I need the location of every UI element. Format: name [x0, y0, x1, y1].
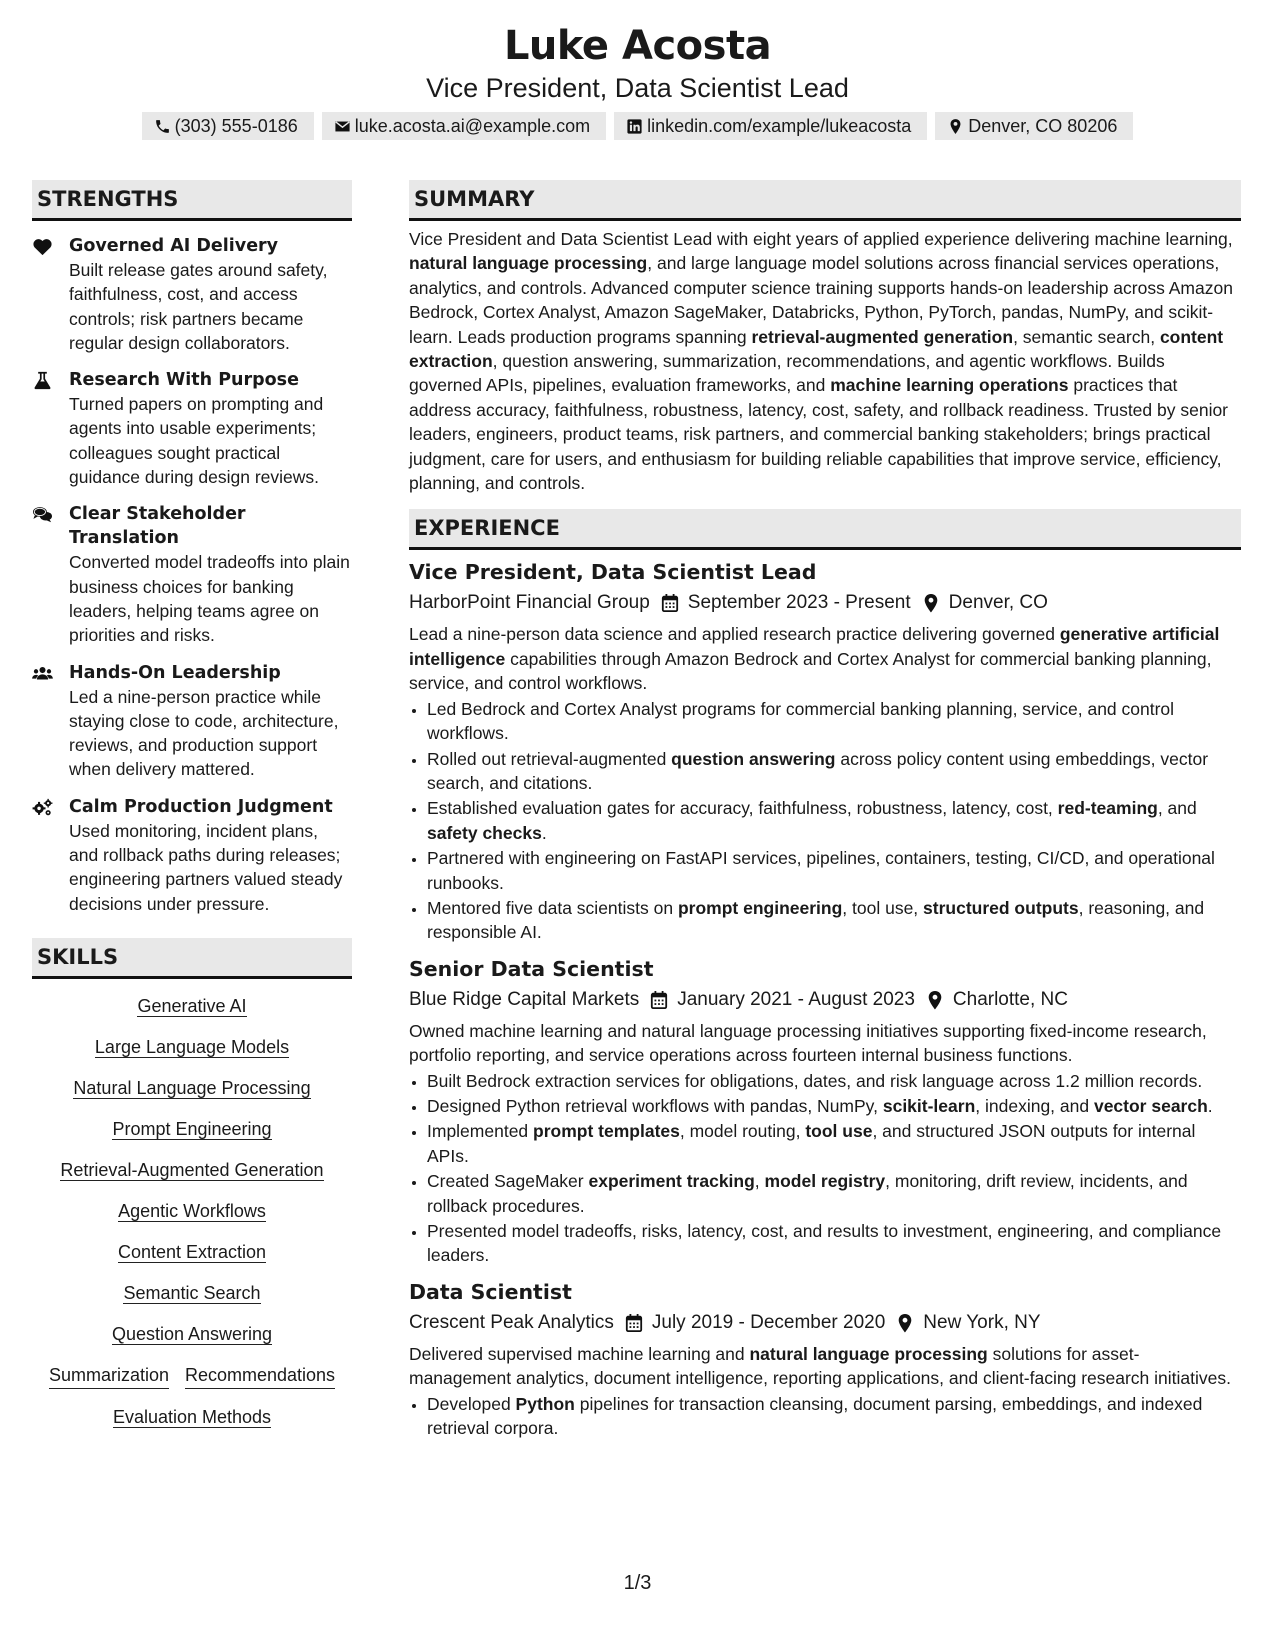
strength-title: Governed AI Delivery — [69, 236, 279, 256]
location-icon — [915, 990, 953, 1010]
body-text: Designed Python retrieval workflows with pandas, NumPy, — [427, 1095, 883, 1116]
job-bullets — [409, 1069, 1241, 1268]
company-name: HarborPoint Financial Group — [409, 592, 650, 614]
bullet-item — [427, 1069, 1241, 1093]
body-text: , semantic search, — [1013, 326, 1160, 347]
bullet-item — [427, 1169, 1241, 1218]
emphasis-text: machine learning operations — [830, 375, 1069, 396]
body-text: , — [754, 1171, 765, 1192]
body-text: . — [1207, 1095, 1213, 1116]
calendar-icon — [639, 990, 677, 1010]
bullet-item — [427, 697, 1241, 746]
flask-icon — [32, 368, 69, 489]
body-text: , tool use, — [842, 897, 924, 918]
emphasis-text: prompt engineering — [677, 897, 843, 918]
body-text: Vice President and Data Scientist Lead with eight years of applied experience delivering machine learning, — [409, 229, 1233, 249]
emphasis-text: generative artificial intelligence — [409, 624, 1220, 669]
job-location: Charlotte, NC — [952, 988, 1069, 1010]
bullet-item — [427, 1094, 1241, 1118]
page-number: 1/3 — [623, 1572, 652, 1594]
job-title: Senior Data Scientist — [409, 956, 654, 981]
emphasis-text: retrieval-augmented generation — [751, 326, 1014, 347]
job-bullets — [409, 697, 1241, 945]
company-name: Blue Ridge Capital Markets — [409, 988, 640, 1010]
body-text: pipelines for transaction cleansing, document parsing, embeddings, and indexed retrieval corpora. — [427, 1393, 1203, 1439]
strengths-heading: STRENGTHS — [32, 180, 352, 221]
job-dates: January 2021 - August 2023 — [677, 988, 915, 1010]
emphasis-text: question answering — [671, 748, 836, 769]
left-column — [32, 180, 352, 1430]
bullet-item — [427, 796, 1241, 845]
body-text: , and — [1157, 798, 1197, 819]
skill-tag: Semantic Search — [123, 1282, 261, 1303]
emphasis-text: scikit-learn — [882, 1095, 976, 1116]
job-entry — [409, 558, 1241, 944]
job-title: Data Scientist — [409, 1279, 572, 1304]
strength-title: Research With Purpose — [69, 370, 299, 391]
emphasis-text: vector search — [1093, 1095, 1208, 1116]
skill-tag: Question Answering — [111, 1323, 273, 1344]
email-icon — [334, 118, 351, 135]
candidate-title: Vice President, Data Scientist Lead — [426, 73, 849, 103]
bullet-item — [427, 1119, 1241, 1168]
bullet-item — [427, 1219, 1241, 1268]
body-text: Implemented — [427, 1121, 534, 1142]
body-text: . — [541, 822, 547, 843]
emphasis-text: Python — [515, 1393, 575, 1414]
strength-desc: Led a nine-person practice while staying close to code, architecture, reviews, and production support when delivery mattered. — [69, 686, 339, 780]
skills-list — [32, 993, 352, 1430]
candidate-name: Luke Acosta — [503, 23, 772, 69]
strength-item — [32, 502, 352, 647]
bullet-item — [427, 846, 1241, 895]
body-text: practices that address accuracy, faithfulness, robustness, latency, cost, safety, and rollback readiness. Trusted by senior leaders, engineers, product teams, risk partners, and commercial banking stakeholders; brings practical judgment, care for users, and enthusiasm for building reliable capabilities that improve service, efficiency, planning, and controls. — [409, 375, 1229, 494]
strength-item — [32, 795, 352, 916]
body-text: Partnered with engineering on FastAPI services, pipelines, containers, testing, CI/CD, and operational runbooks. — [427, 848, 1215, 893]
contact-linkedin[interactable] — [614, 112, 927, 140]
skill-tag: Retrieval-Augmented Generation — [60, 1159, 324, 1180]
body-text: across policy content using embeddings, vector search, and citations. — [427, 748, 1209, 793]
body-text: , indexing, and — [975, 1095, 1094, 1116]
body-text: , monitoring, drift review, incidents, and rollback procedures. — [427, 1171, 1188, 1216]
location-icon — [885, 1313, 923, 1333]
job-dates: September 2023 - Present — [687, 592, 911, 614]
strength-desc: Turned papers on prompting and agents into usable experiments; colleagues sought practical guidance during design reviews. — [69, 394, 324, 488]
emphasis-text: model registry — [764, 1171, 886, 1192]
comments-icon — [32, 502, 69, 647]
emphasis-text: prompt templates — [533, 1121, 680, 1142]
job-entry — [409, 955, 1241, 1268]
body-text: , and structured JSON outputs for internal APIs. — [427, 1121, 1196, 1166]
body-text: Developed — [427, 1393, 516, 1414]
job-title: Vice President, Data Scientist Lead — [409, 560, 817, 585]
body-text: solutions for asset-management analytics, document intelligence, reporting applications, and client-facing research initiatives. — [409, 1343, 1231, 1389]
linkedin-text: linkedin.com/example/lukeacosta — [647, 116, 912, 136]
strength-desc: Converted model tradeoffs into plain business choices for banking leaders, helping teams agree on priorities and risks. — [69, 552, 350, 646]
emphasis-text: natural language processing — [409, 253, 648, 274]
skills-heading: SKILLS — [32, 938, 352, 979]
summary-heading: SUMMARY — [409, 180, 1241, 221]
email-text: luke.acosta.ai@example.com — [354, 116, 591, 136]
job-location: New York, NY — [923, 1311, 1041, 1333]
body-text: Created SageMaker — [427, 1171, 589, 1192]
linkedin-icon — [626, 118, 643, 135]
skill-tag: Agentic Workflows — [118, 1200, 266, 1221]
bullet-item — [427, 896, 1241, 945]
contact-bar — [0, 112, 1275, 140]
contact-email[interactable] — [322, 112, 606, 140]
strength-item — [32, 661, 352, 782]
job-description — [409, 1019, 1241, 1068]
strength-desc: Built release gates around safety, faithfulness, cost, and access controls; risk partners became regular design collaborators. — [69, 260, 328, 353]
summary-text — [409, 227, 1241, 495]
skill-tag: Prompt Engineering — [112, 1118, 272, 1139]
job-bullets — [409, 1392, 1241, 1441]
contact-phone[interactable] — [142, 112, 314, 140]
body-text: Owned machine learning and natural language processing initiatives supporting fixed-income research, portfolio reporting, and service operations across fourteen internal business functions. — [409, 1020, 1207, 1066]
strength-desc: Used monitoring, incident plans, and rollback paths during releases; engineering partners valued steady decisions under pressure. — [69, 820, 343, 914]
location-icon — [911, 593, 949, 613]
strength-title: Clear Stakeholder Translation — [69, 504, 246, 549]
experience-heading: EXPERIENCE — [409, 509, 1241, 550]
calendar-icon — [614, 1313, 652, 1333]
resume-header — [0, 22, 1275, 140]
strength-title: Hands-On Leadership — [69, 662, 281, 683]
phone-text: (303) 555-0186 — [174, 116, 298, 136]
strength-title: Calm Production Judgment — [69, 796, 333, 817]
job-description — [409, 622, 1241, 695]
strength-item — [32, 368, 352, 489]
emphasis-text: red-teaming — [1057, 798, 1158, 819]
skill-tag: Recommendations — [185, 1362, 335, 1389]
skill-tag: Content Extraction — [117, 1241, 267, 1262]
users-icon — [32, 661, 69, 782]
emphasis-text: experiment tracking — [588, 1171, 755, 1192]
bullet-item — [427, 747, 1241, 796]
heart-icon — [32, 234, 69, 355]
emphasis-text: structured outputs — [923, 897, 1079, 918]
emphasis-text: content extraction — [409, 326, 1224, 372]
body-text: Built Bedrock extraction services for obligations, dates, and risk language across 1.2 million records. — [427, 1070, 1203, 1091]
strength-item — [32, 234, 352, 355]
right-column — [409, 180, 1241, 1440]
job-description — [409, 1342, 1241, 1391]
job-meta — [409, 588, 1241, 618]
contact-location — [935, 112, 1133, 140]
body-text: , and large language model solutions across financial services operations, analytics, and controls. Advanced computer science training supports hands-on leadership across Amazon Bedrock, Cortex Analyst, Amazon SageMaker, Databricks, Python, PyTorch, pandas, NumPy, and scikit-learn. Leads production programs spanning — [409, 253, 1233, 347]
body-text: Mentored five data scientists on — [427, 897, 678, 918]
body-text: , reasoning, and responsible AI. — [427, 897, 1205, 943]
job-meta — [409, 1308, 1241, 1338]
body-text: Presented model tradeoffs, risks, latency, cost, and results to investment, engineering, and compliance leaders. — [427, 1221, 1222, 1266]
phone-icon — [154, 118, 171, 135]
body-text: Lead a nine-person data science and applied research practice delivering governed — [409, 624, 1060, 645]
body-text: capabilities through Amazon Bedrock and Cortex Analyst for commercial banking planning, service, and control workflows. — [409, 648, 1212, 694]
body-text: Delivered supervised machine learning and — [409, 1343, 750, 1364]
location-text: Denver, CO 80206 — [968, 116, 1118, 136]
job-dates: July 2019 - December 2020 — [651, 1311, 886, 1333]
skill-tag: Evaluation Methods — [112, 1406, 272, 1427]
body-text: Rolled out retrieval-augmented — [427, 748, 672, 769]
emphasis-text: tool use — [805, 1121, 873, 1142]
body-text: Established evaluation gates for accuracy, faithfulness, robustness, latency, cost, — [427, 798, 1058, 819]
company-name: Crescent Peak Analytics — [409, 1311, 614, 1333]
job-entry — [409, 1278, 1241, 1441]
emphasis-text: safety checks — [427, 822, 542, 843]
calendar-icon — [650, 593, 688, 613]
location-icon — [947, 118, 964, 135]
gears-icon — [32, 795, 69, 916]
emphasis-text: natural language processing — [749, 1343, 988, 1364]
body-text: Led Bedrock and Cortex Analyst programs for commercial banking planning, service, and control workflows. — [427, 698, 1175, 744]
job-location: Denver, CO — [948, 592, 1048, 614]
job-meta — [409, 985, 1241, 1015]
skill-tag: Natural Language Processing — [73, 1077, 311, 1098]
skill-tag: Summarization — [49, 1362, 169, 1389]
body-text: , question answering, summarization, recommendations, and agentic workflows. Builds governed APIs, pipelines, evaluation frameworks, and — [409, 351, 1165, 396]
skill-tag: Generative AI — [137, 995, 247, 1016]
skill-tag: Large Language Models — [94, 1036, 290, 1057]
bullet-item — [427, 1392, 1241, 1441]
body-text: , model routing, — [679, 1121, 806, 1142]
